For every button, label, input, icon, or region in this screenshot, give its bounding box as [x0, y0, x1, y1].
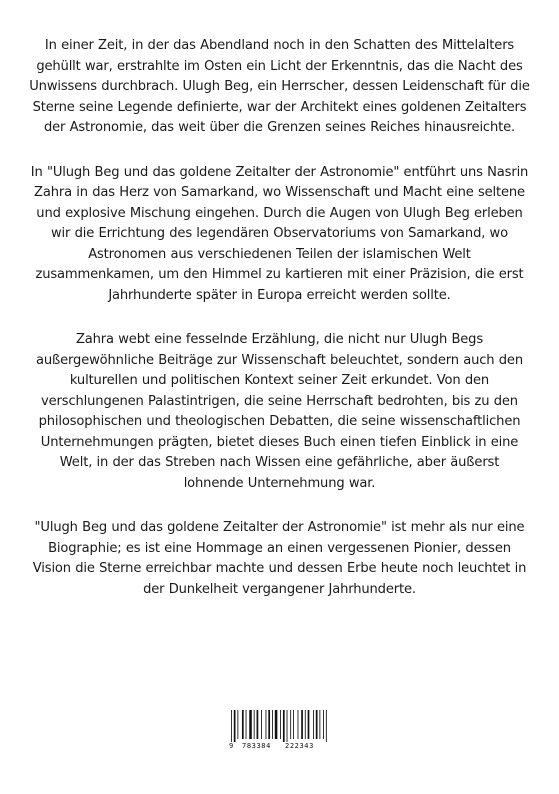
blurb-paragraph-1: In einer Zeit, in der das Abendland noch in den Schatten des Mittelalters gehüllt war, erstrahlte im Osten ein Licht der Erkenntnis, das die Nacht des Unwissens durchbrach. Ulugh Beg, ein Herrscher, dessen Leidenschaft für die Sterne seine Legende definierte, war der Architekt eines goldenen Zeitalters der Astronomie, das weit über die Grenzen seines Reiches hinausreichte. [29, 38, 530, 135]
isbn-lead-digit: 9 [229, 742, 234, 750]
isbn-right-group: 222343 [285, 742, 314, 750]
barcode-bars [231, 710, 327, 742]
blurb-paragraph-3: Zahra webt eine fesselnde Erzählung, die nicht nur Ulugh Begs außergewöhnliche Beiträge zur Wissenschaft beleuchtet, sondern auch den kulturellen und politischen Kontext seiner Zeit erkundet. Von den verschlungenen Palastintrigen, die seine Herrschaft bedrohten, bis zu den philosophischen und theologischen Debatten, die seine wissenschaftlichen Unternehmungen prägten, bietet dieses Buch einen tiefen Einblick in eine Welt, in der das Streben nach Wissen eine gefährliche, aber äußerst lohnende Unternehmung war. [36, 332, 523, 491]
isbn-left-group: 783384 [242, 742, 271, 750]
blurb-paragraph-4: "Ulugh Beg und das goldene Zeitalter der Astronomie" ist mehr als nur eine Biographie; es ist eine Hommage an einen vergessenen Pionier, dessen Vision die Sterne erreichbar machte und dessen Erbe heute noch leuchtet in der Dunkelheit vergangener Jahrhunderte. [32, 520, 527, 597]
blurb-text [28, 36, 531, 624]
isbn-barcode [229, 707, 329, 753]
blurb-paragraph-2: In "Ulugh Beg und das goldene Zeitalter der Astronomie" entführt uns Nasrin Zahra in das Herz von Samarkand, wo Wissenschaft und Macht eine seltene und explosive Mischung eingehen. Durch die Augen von Ulugh Beg erleben wir die Errichtung des legendären Observatoriums von Samarkand, wo Astronomen aus verschiedenen Teilen der islamischen Welt zusammenkamen, um den Himmel zu kartieren mit einer Präzision, die erst Jahrhunderte später in Europa erreicht werden sollte. [30, 164, 529, 303]
